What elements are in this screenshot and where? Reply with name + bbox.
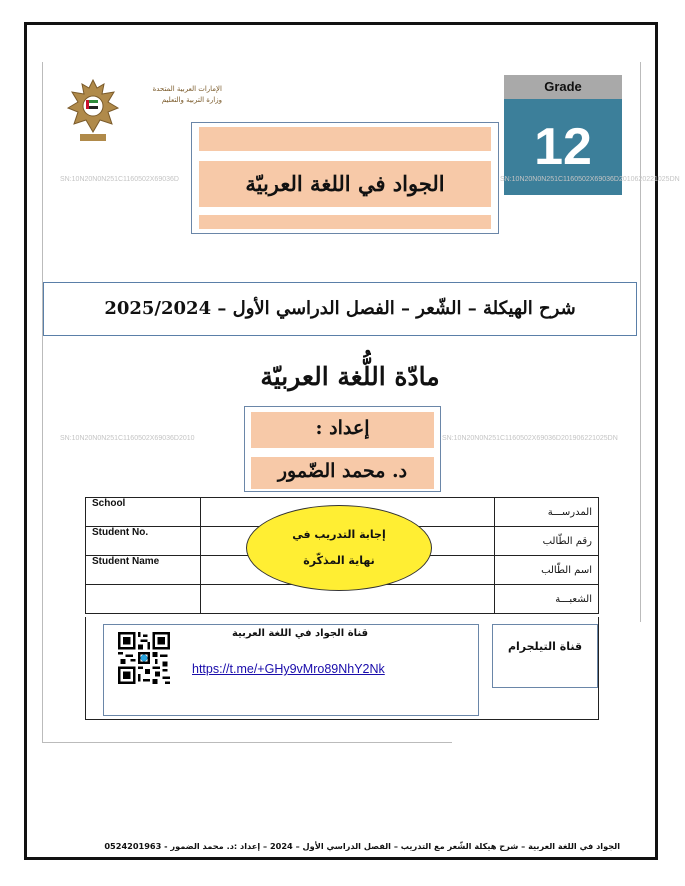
student-no-label-ar: رقم الطّالب xyxy=(495,527,599,556)
ministry-line1: الإمارات العربية المتحدة xyxy=(152,85,222,93)
prepared-label: إعداد : xyxy=(315,417,370,439)
uae-emblem-icon xyxy=(64,74,122,144)
serial-watermark: SN:10N20N0N251C1160502X69036D2010620221025DN xyxy=(500,176,680,183)
telegram-side-box xyxy=(492,624,598,688)
student-no-label-en: Student No. xyxy=(86,527,201,556)
school-label-ar: المدرســـة xyxy=(495,498,599,527)
student-name-label-ar: اسم الطّالب xyxy=(495,556,599,585)
page-footer: الجواد في اللغة العربية – شرح هيكلة الشّعر مع التدريب – الفصل الدراسي الأول – 2024 – إعداد :د. محمد الضمور - 0524201963 xyxy=(104,841,620,851)
subtitle: شرح الهيكلة – الشّعر – الفصل الدراسي الأول – 2025/2024 xyxy=(104,298,576,319)
school-label-en: School xyxy=(86,498,201,527)
author-name: د. محمد الضّمور xyxy=(277,460,408,482)
callout-line2: نهاية المذكّرة xyxy=(303,554,375,567)
margin-line-left xyxy=(42,62,43,742)
grade-label: Grade xyxy=(544,79,582,94)
title-bar-top xyxy=(199,127,491,151)
ministry-name xyxy=(126,84,222,106)
grade-number: 12 xyxy=(534,118,592,176)
callout-line1: إجابة التدريب في xyxy=(292,528,386,541)
serial-watermark: SN:10N20N0N251C1160502X69036D2010 xyxy=(60,435,195,442)
answer-callout xyxy=(246,505,432,591)
telegram-side-label: قناة التيلجرام xyxy=(507,640,583,653)
qr-code-icon[interactable] xyxy=(118,632,170,684)
serial-watermark: SN:10N20N0N251C1160502X69036D xyxy=(60,176,179,183)
section-label-en xyxy=(86,585,201,614)
prepared-by-box xyxy=(244,406,441,492)
serial-watermark: SN:10N20N0N251C1160502X69036D201906221025DN xyxy=(442,435,618,442)
margin-line-right xyxy=(640,62,641,622)
margin-line-bottom xyxy=(42,742,452,743)
title-bar-bottom xyxy=(199,215,491,229)
ministry-line2: وزارة التربية والتعليم xyxy=(161,96,222,104)
section-label-ar: الشعبـــة xyxy=(495,585,599,614)
document-title: الجواد في اللغة العربيّة xyxy=(245,171,445,196)
telegram-channel-title: قناة الجواد في اللغة العربية xyxy=(231,628,369,639)
student-name-label-en: Student Name xyxy=(86,556,201,585)
telegram-link[interactable]: https://t.me/+GHy9vMro89NhY2Nk xyxy=(192,662,385,676)
subject-title: مادّة اللُّغة العربيّة xyxy=(260,362,440,391)
title-box xyxy=(191,122,499,234)
